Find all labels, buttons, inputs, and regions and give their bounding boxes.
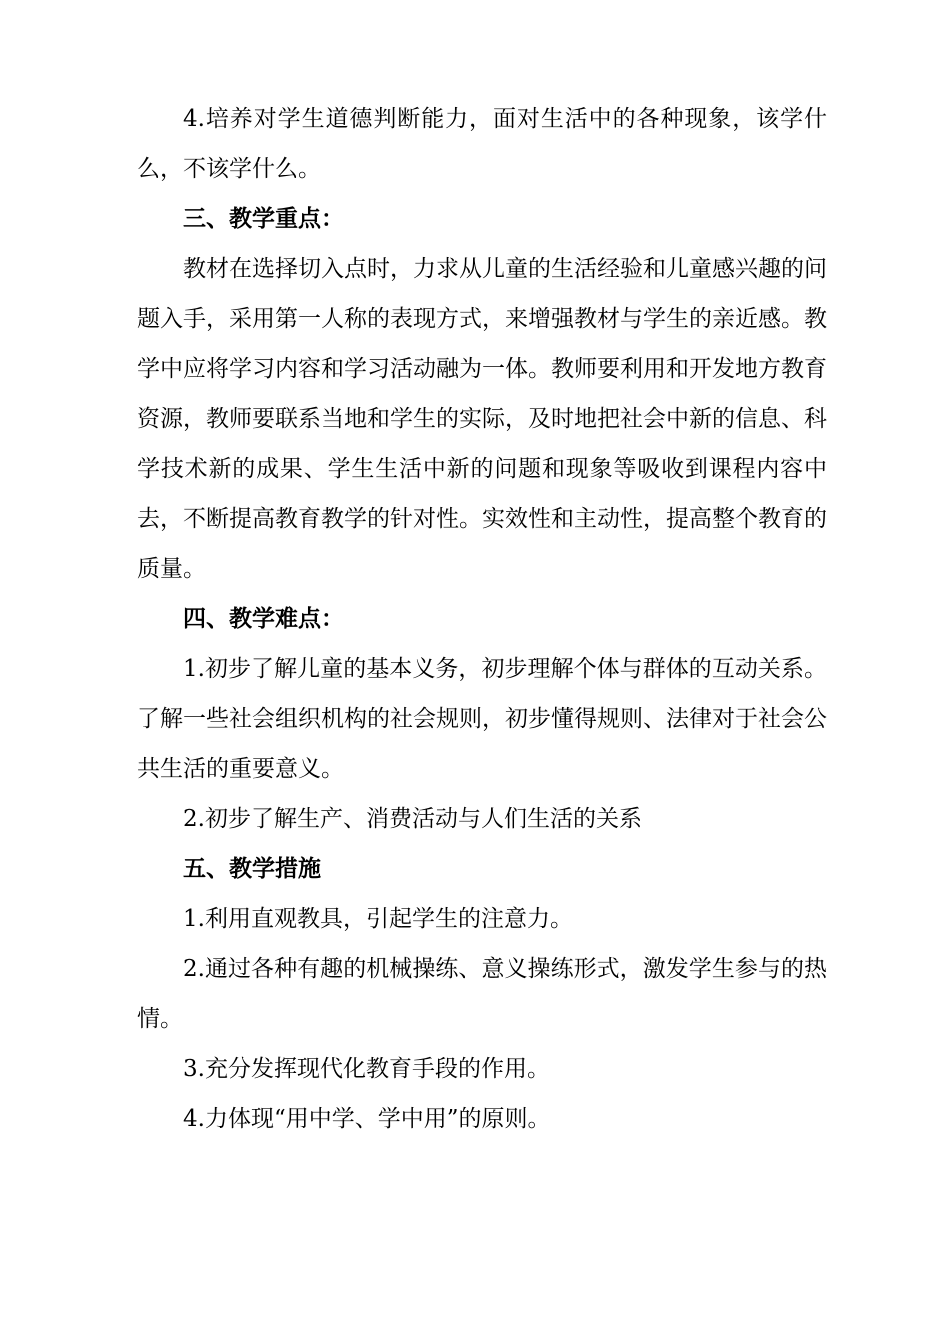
paragraph-measure-3: 3.充分发挥现代化教育手段的作用。 bbox=[183, 1056, 550, 1082]
heading-teaching-difficulties: 四、教学难点： bbox=[183, 605, 344, 632]
heading-teaching-measures: 五、教学措施 bbox=[183, 855, 321, 882]
paragraph-objective-4: 4.培养对学生道德判断能力，面对生活中的各种现象，该学什么，不该学什么。 bbox=[137, 106, 827, 182]
document-body bbox=[137, 94, 827, 1144]
paragraph-teaching-focus: 教材在选择切入点时，力求从儿童的生活经验和儿童感兴趣的问题入手，采用第一人称的表现方式，来增强教材与学生的亲近感。教学中应将学习内容和学习活动融为一体。教师要利用和开发地方教育资源，教师要联系当地和学生的实际，及时地把社会中新的信息、科学技术新的成果、学生生活中新的问题和现象等吸收到课程内容中去，不断提高教育教学的针对性。实效性和主动性，提高整个教育的质量。 bbox=[137, 256, 827, 582]
paragraph-measure-2: 2.通过各种有趣的机械操练、意义操练形式，激发学生参与的热情。 bbox=[137, 956, 827, 1032]
paragraph-difficulty-1: 1.初步了解儿童的基本义务，初步理解个体与群体的互动关系。了解一些社会组织机构的社会规则，初步懂得规则、法律对于社会公共生活的重要意义。 bbox=[137, 656, 827, 782]
paragraph-measure-4: 4.力体现“用中学、学中用”的原则。 bbox=[183, 1106, 551, 1132]
heading-teaching-focus: 三、教学重点： bbox=[183, 205, 344, 232]
paragraph-difficulty-2: 2.初步了解生产、消费活动与人们生活的关系 bbox=[183, 806, 642, 832]
paragraph-measure-1: 1.利用直观教具，引起学生的注意力。 bbox=[183, 906, 573, 932]
